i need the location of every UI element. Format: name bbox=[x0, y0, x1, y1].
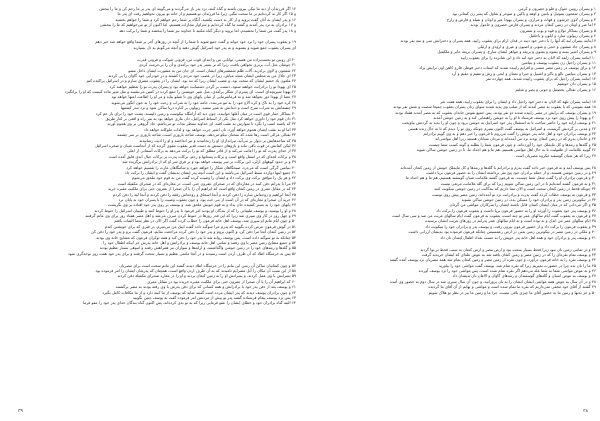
paragraph bbox=[4, 57, 296, 256]
text-line: ۵۵ و گله‌ها و رمه‌های خود را در زمین جوشن واگذاشتند، و ارابه‌ها و سواران نیز همراهش رفتند و انبوهی بسیار عظیم بودند bbox=[99, 245, 296, 251]
text-line: ۴۸ و در آن سال به عوض همه مواشی ایشان ایشان را به نان پرورانید، و چون آن سال سپری شد در سال دوم به حضور وی آمده bbox=[390, 278, 596, 284]
text-line: ۴۵ آنجا ابراهیم و زوجه‌اش ساره را دفن کردند و آنجا اسحاق و زوجه‌اش رفقه را دفن کردند و آنجا لیه را دفن کردم bbox=[112, 191, 296, 197]
text-line: ۱۵ و پسران دان حوشیم bbox=[557, 81, 596, 87]
text-line: ۲۳ و یوسف برادران خود و اهل خانه پدر خویش را گفت می‌روم تا فرعون را خبر دهم و به وی گویم برادرانم bbox=[423, 131, 596, 137]
paragraph-gap bbox=[304, 296, 596, 302]
text-line: ۳۱ دان قوم خود را داوری خواهد کرد مثل یکی از اسباط اسرائیل، دان ماری خواهد بود به سر راه و افعی بر کنار طریق bbox=[105, 116, 296, 122]
paragraph bbox=[4, 39, 296, 50]
paragraph bbox=[304, 6, 596, 92]
text-line: ۲۱ و یوسف ارابه خود را حاضر ساخت تا به استقبال پدر خود اسرائیل به جوشن برود و چون او را بدید به گردنش بیاویخت bbox=[402, 120, 596, 126]
left-page bbox=[4, 6, 296, 416]
text-line: و ۱۷ برادران به نزد پدر آمدند و گفتند ما گناه کرده‌ایم و سزاوار مجازات هستیم، اما اکنون از تو می‌خواهیم که ما را ببخشی bbox=[99, 22, 296, 28]
text-line: ۳۹ و بر حدود کوههای ازلی، این برکات بر سر یوسف خواهد بود و بر فرق سر او که از برادرانش برگزیده شد bbox=[122, 159, 296, 165]
text-line: ۵۰ و جز بدنها و زمین ما به حضور آقای ما چیزی باقی نیست، چرا ما و زمین ما نیز در نظر تو هلاک شویم bbox=[428, 289, 596, 295]
text-line: ۴ اما عیر و اونان در زمین کنعان مردند و پسران فارص حصرون و حامول بودند bbox=[470, 22, 596, 28]
text-line: ۴۳ و یوسف تمام نقره‌ای را که در زمین مصر و زمین کنعان یافته شد به عوض غله‌ای که ایشان خریدند گرفت bbox=[421, 251, 596, 257]
text-line: ۲۸ کره خود را به تاک و کره الاغ خود را به مو می‌بندد، جامه خود را به شراب و رخت خود را به خون انگور می‌شوید bbox=[111, 99, 296, 105]
text-line: ۵۷ و چون کنعانیان ساکن آن زمین این ماتم را در خرمنگاه اطاد دیدند گفتند این ماتم سخت است برای مصریان bbox=[119, 262, 296, 268]
text-line: ۳۲ چونکه قحط در زمین کنعان سخت است و الان تمنا داریم که بندگانت در زمین جوشن سکونت کنند bbox=[434, 186, 596, 192]
paragraph bbox=[304, 165, 596, 240]
text-line: ۵۲ در زمین کنعان آنجا مرا دفن کن، و اکنون بروم و پدر خود را دفن کرده مراجعت نمایم، فرعون گفت برو و پدر خود را دفن کن bbox=[91, 229, 296, 235]
text-line: ۴۰ بنیامین گرگی است که می‌درد، صبحگاهان شکار را خواهد خورد و شامگاهان غارت را تقسیم خواهد کرد bbox=[126, 164, 296, 170]
text-line: ۷ اینانند پسران لیه که آنها را با دختر خود دینه در فدان ارام برای یعقوب زایید، همه پسران و دخترانش سی و سه نفر بودند bbox=[400, 38, 596, 44]
text-line: و ۱۵ اگر کار بد کرده‌ایم بر ما سخت مگیر، زیرا ما فرزندان تو هستیم و از خانه تو بیرون نخواهیم رفت ای پدر ما bbox=[117, 11, 296, 17]
text-line: ۲۷ زیرا که هر شبان گوسفند مکروه مصریان است bbox=[515, 152, 596, 158]
text-line: ۲۸ پس یوسف آمد و به فرعون خبر داده گفت پدرم و برادرانم با گله‌ها و رمه‌ها و کل مایملک خویش از زمین کنعان آمده‌اند bbox=[400, 164, 596, 170]
text-line: ۲۶ یهودا شیربچه‌ای است، ای پسرم از شکار برآمدی، مثل شیر خويشتن را جمع کرده در کمین می‌نشیند و مثل شیر ماده کیست که او را برانگیزد bbox=[64, 89, 296, 95]
text-line: ۳۷ و فرعون به یعقوب گفت ایام سالهای عمر تو چند است، یعقوب به فرعون گفت ایام سالهای غربت من صد و سی سال است bbox=[392, 213, 596, 219]
text-line: ۱۹ و پسران یوسف که برایش در مصر زاییده شدند دو نفر بودند، پس جمیع نفوس خاندان یعقوب که به مصر آمدند هفتاد بودند bbox=[395, 109, 596, 115]
text-line: ۴۱ جمیع اینها دوازده سبط اسرائیل می‌باشند و این است آنچه پدر ایشان بدیشان گفت و ایشان را برکت داد bbox=[124, 169, 296, 175]
text-line: ۲۱ جوشان مثل آب، برتری نخواهی یافت، زیرا که بر بستر پدر خود برآمدی و آن را بی‌حرمت کردی bbox=[138, 62, 296, 68]
text-line: و ۱۸ پدر گفت من شما را بخشیدم، اما بروید و دیگر گناه مکنید تا خداوند نیز شما را ببخشد و شما را برکت دهد bbox=[119, 27, 296, 33]
text-line: ۱۶ و پسران نفتالی یحصئیل و جونی و یصر و شلیم bbox=[515, 86, 596, 92]
text-line: ۴۱ و یوسف پدر و برادران خود و همه اهل خانه پدر خویش را به حسب تعداد اطفال ایشان نان داد bbox=[440, 234, 596, 240]
text-line: ۴۶ خرید آن صحرا و مغاره‌ای که در آن است از بنی حت بود، و چون یعقوب وصیت را با پسران خود به پایان برد bbox=[118, 196, 296, 202]
text-line: ۴۰ و ملکی در زمین مصر در نیکوترین زمین یعنی در ارض رعمسیس چنانکه فرعون فرموده بود بدیشان ارزانی داشت bbox=[408, 229, 596, 235]
text-line: ۳ و پسران لاوی جرشون و قهات و مراری، و پسران یهودا عیر و اونان و شیله و فارص و زارح bbox=[446, 16, 596, 22]
text-line: ۴۳ مرا با پدرانم دفن کنید در مغاره‌ای که در صحرای عفرون حتی است، در مغاره‌ای که در صحرای مکفیله است bbox=[117, 180, 296, 186]
text-line: ۴۸ و او را بوسید، و یوسف طبیبانی را که از بندگان او بودند امر فرمود تا پدر او را حنوط کنند و طبیبان اسرائیل را حنوط کردند bbox=[94, 207, 296, 213]
text-line: ۱۱ و پسران راحیل زن یعقوب یوسف و بنیامین bbox=[521, 59, 596, 65]
text-line: ۲۶ گویید غلامانت از طفولیت تا به حال اهل مواشی هستیم، هم ما و هم اجداد ما، تا در زمین جوشن ساکن شوید bbox=[416, 147, 596, 153]
text-line: ۵۶ پس به خرمنگاه اطاد که آن طرف اردن است رسیدند و در آنجا ماتمی عظیم و بسیار سخت گرفتند و برای پدر خود هفت روز نوحه‌گری نمود bbox=[68, 250, 296, 256]
text-line: ۲۴ و خاندان پدرم که در زمین کنعان بودند نزد من آمده‌اند و مردان شبانان هستند زیرا اهل مواشی‌اند bbox=[435, 136, 596, 142]
text-line: ۳۰ و فرعون برادران او را گفت شغل شما چیست، به فرعون گفتند غلامانت شبان گوسفند هستیم، هم ما و هم اجداد ما bbox=[405, 175, 596, 181]
page-number: ۳۸ bbox=[583, 409, 588, 414]
text-line: ۶۴ البته گناه برادران خود و خطای ایشان را عفو فرمایی زیرا که به تو بدی کرده‌اند، پس اکنون گناه بندگان خدای پدر خود را عفو فرما bbox=[82, 300, 296, 306]
text-line: ۱۳ و پسران بنیامین بالع و باکر و اشبیل و جیرا و نعمان و ایحی و رش و مفیم و حفیم و آرد bbox=[451, 70, 596, 76]
text-line: ۶۰ که ابراهیم آن را با آن صحرا از عفرون حتی برای ملکیت مقبره خریده بود در مقابل ممری bbox=[147, 278, 296, 284]
text-line: ۳۵ و اگر می‌دانی که در میان ایشان کسان قابل باشند ایشان را سرکاران مواشی من گردان bbox=[449, 202, 596, 208]
text-line: ۱۴ اگر فرزندان از دید ما نیکی بیرون باشند و گناه کنند، نزد پدر باز می‌گردند و می‌گویند ای پدر بر ما رحم کن و ما را ببخش bbox=[99, 6, 296, 11]
text-line: ۲۰ و یهودا را پیش روی خود نزد یوسف فرستاد تا او را به جوشن راهنمایی کند و به زمین جوشن آمدند bbox=[433, 114, 596, 120]
paragraph bbox=[4, 263, 296, 306]
text-line: ۵۳ چنانکه به تو سوگند داده است، پس یوسف روانه شد تا پدر خود را دفن کند و همه نوکران فرعون که مشایخ خانه وی بودند bbox=[96, 234, 296, 240]
text-line: ۳۳ اما او به عقب ایشان هجوم خواهد آورد، نان اشیر چرب خواهد بود و لذات ملوکانه خواهد داد bbox=[143, 126, 296, 132]
text-line: ۶۲ و چون برادران یوسف دیدند که پدر ایشان مرده است گفتند شاید که یوسف از ما کینه دارد و از ما مکافات کامل بگیرد bbox=[102, 289, 296, 295]
text-line: ۲۳ ای جلال من به مجلس ایشان متحد مباش، زیرا در غضب خود مردم را کشتند و در خودرأیی خود گاوان را پی کردند bbox=[108, 72, 296, 78]
text-line: ۵ و پسران یساکار تولاع و فوه و یوب و شمرون bbox=[520, 27, 596, 33]
text-line: ۱ و پسران روبین حنوک و فلو و حصرون و کرمی bbox=[518, 6, 596, 11]
text-line: ۱۸ همه نفوسی که با یعقوب به مصر آمدند که از صلب وی پدید شدند سوای زنان پسران یعقوب جمیعا شصت و شش نفر بودند bbox=[393, 104, 596, 110]
text-line: ۲ و پسران شمعون یموئیل و یامین و اوهد و یاکین و صوحر و شاول که پسر زن کنعانی بود bbox=[452, 11, 596, 17]
text-line: ۳۷ از خدای پدرت که تو را اعانت می‌کند و از قادر مطلق که تو را برکت می‌دهد به برکات آسمانی از اعلی bbox=[127, 148, 296, 154]
text-line: ۸ و پسران جاد صفیون و حجی و شونی و اصبون و عیری و ارودی و ارئیلی bbox=[477, 43, 596, 49]
text-line: ۶۳ پس نزد یوسف پیغام فرستاده گفتند پدر تو پیش از مردنش امر فرموده گفت به یوسف چنین بگویید bbox=[132, 295, 296, 301]
page-number: ۳۹ bbox=[18, 409, 23, 414]
text-line: ۴۹ و چهل روز در کار وی سپری شد زیرا که این قدر روزها در حنوط کردن صرف می‌شد و اهل مصر هفتاد روز برای وی ماتم گرفتند bbox=[85, 213, 296, 219]
text-line: ۳۴ در نیکوترین زمین پدر و برادران خود را مسکن بده، در زمین جوشن ساکن بشوند bbox=[461, 196, 596, 202]
text-line: ۲۹ و در زمین جوشن هستند، و از جمله برادران خود پنج نفر برداشته ایشان را به حضور فرعون برپا داشت bbox=[426, 169, 596, 175]
text-line: ۳۲ که پاشنه اسب را بگزد تا سوارش به عقب افتد، ای خداوند منتظر نجات تو می‌باشم، جاد گروهی بر وی هجوم آورند bbox=[107, 121, 296, 127]
paragraph bbox=[304, 247, 596, 296]
text-line: ۳۸ ایام سالهای عمر من اندک و بد بوده است و به ایام سالهای عمر پدرانم در روزهای غربت ایشان نرسیده bbox=[425, 218, 596, 224]
text-line: ۴۴ که در مقابل ممری در زمین کنعان واقع است که ابراهیم آن را با آن صحرا از عفرون حتی برای ملکیت مقبره خرید bbox=[108, 186, 296, 192]
text-line: ۴۶ و به عوض مواشی شما به شما غله می‌دهم اگر نقره تمام شده است، پس مواشی خود را نزد یوسف آوردند bbox=[418, 268, 596, 274]
text-line: ۳۸ و برکات لجه‌ای که در اسفل واقع است و برکات پستانها و رحم، برکات پدرت بر برکات جبال ابدی فایق آمده است bbox=[108, 153, 296, 159]
text-line: ۳۵ که شاخه‌هایش بر دیوار بر می‌آید، تیراندازان او را رنجانیدند و تیر انداختند و او را اذیت رسانیدند bbox=[139, 137, 296, 143]
text-line: ۴۹ گفتند از آقای خود مخفی نمی‌داریم که نقره ما تمام شده است و مواشی و بهایم از آن آقای ما گردیده bbox=[428, 284, 596, 290]
text-line: ۱۲ و برای یوسف در زمین مصر منسی و افرایم زاییده شدند که اسنات دختر فوطی فارع کاهن اون برایش بزاد bbox=[419, 65, 596, 71]
text-line: ۱۰ اینانند پسران زلفه که لابان به دختر خود لیه داد و این شانزده را برای یعقوب زایید bbox=[460, 54, 596, 60]
text-line: ۴۵ ما را نان بده چرا در حضورت بمیریم زیرا که نقره تمام شد، یوسف گفت مواشی خود را بیاورید bbox=[438, 262, 596, 268]
text-line: ۲۷ عصا از یهودا دور نخواهد شد و نه فرمانفرمایی از میان پایهای وی تا شیلو بیاید و مر او را اطاعت امتها خواهد بود bbox=[111, 94, 296, 100]
text-line: ۳۳ و فرعون به یوسف خطاب کرده گفت پدرت و برادرانت نزد تو آمده‌اند، زمین مصر پیش روی توست bbox=[431, 191, 596, 197]
text-line: ۴۷ پایهای خود را به بستر کشیده جان بداد و به قوم خویش ملحق شد، و یوسف بر روی پدر خود افتاده بر وی بگریست bbox=[107, 202, 296, 208]
text-line: ۱۴ اینانند پسران راحیل که برای یعقوب زاییده شدند، همه چهارده نفر bbox=[485, 76, 596, 82]
text-line: ۲۵ ای یهودا تو را برادرانت خواهند ستود، دستت بر گردن دشمنانت خواهد بود و پسران پدرت تو را تعظیم خواهند کرد bbox=[109, 83, 296, 89]
text-line: ۲۴ ملعون باد خشم ایشان که سخت بود، و غضب ایشان زیرا که تند بود، ایشان را در یعقوب متفرق سازم و در اسرائیل پراکنده کنم bbox=[86, 78, 296, 84]
text-line: ۳۶ و یوسف پدر خود یعقوب را آورده او را به حضور فرعون برپا داشت و یعقوب فرعون را برکت داد bbox=[436, 207, 596, 213]
text-line: ۴۴ و یوسف نقره را به خانه فرعون درآورد، و چون نقره از زمین مصر و زمین کنعان تمام شد همه مصریان نزد یوسف آمده گفتند bbox=[389, 257, 596, 263]
text-line: ای پسران یعقوب جمع شوید و بشنوید و به پدر خود اسرائیل گوش دهید و آنچه می‌گویم به دل بسپارید bbox=[133, 44, 296, 50]
text-line: ۶۱ و یوسف بعد از دفن پدر خود با برادرانش و همه کسانی که برای دفن پدرش با وی رفته بودند به مصر برگشتند bbox=[115, 284, 296, 290]
left-page-text bbox=[4, 6, 296, 402]
text-line: ۹ و پسران اشیر یمنه و یشوه و یشوی و بریعه و خواهر ایشان سارح، و پسران بریعه حابر و ملکیئیل bbox=[437, 49, 596, 55]
paragraph-gap bbox=[4, 306, 296, 312]
text-line: ۲۲ و مدتی بر گردنش گریست، و اسرائیل به یوسف گفت اکنون بمیرم چونکه روی تو را دیدم که تا به حال زنده هستی bbox=[407, 125, 596, 131]
text-line: ۵۰ و چون ایام ماتم او سپری شد، یوسف اهل خانه فرعون را خطاب کرده گفت اگر الان در نظر شما التفات یافتم bbox=[114, 218, 296, 224]
text-line: ۲۲ شمعون و لاوی برادرند، آلات ظلم شمشیرهای ایشان است، ای جان من به مشورت ایشان داخل مشو bbox=[128, 67, 296, 73]
text-line: ۵۴ و جمیع مشایخ زمین مصر با وی رفتند و تمامی اهل خانه یوسف و برادرانش و اهل خانه پدرش جز اینکه اطفال خود را bbox=[103, 240, 296, 246]
text-line: ۲۹ چشمانش به شراب سرخ است و دندانش به شیر سفید، زبولون بر کناره دریا ساکن شود و نزد بندر کشتیها bbox=[120, 105, 296, 111]
text-line: ۲۵ و گله‌ها و رمه‌ها و کل مایملک خود را آورده‌اند، و چون فرعون شما را بطلبد و گوید کسب شما چیست bbox=[428, 141, 596, 147]
text-line: ۳۱ و به فرعون گفتند آمده‌ایم تا در این زمین ساکن شویم زیرا که برای گله غلامانت مرتعی نیست bbox=[440, 180, 596, 186]
text-line: ۲۰ ای روبین تو نخست‌زاده من هستی، توانایی من و ابتدای قوت من، فزونی شوکت و فزونی قدرت bbox=[137, 56, 296, 62]
right-page-text bbox=[304, 6, 596, 402]
text-line: ۵۱ در گوش فرعون عرض کرده بگویید که پدرم مرا سوگند داده گفت اینک من می‌میرم، در قبری که برای خویشتن کندم bbox=[104, 223, 296, 229]
text-line: ۱۶ و پدر ایشان به آنان گفت بروید و از کار بد دست بکشید، آنگاه بر شما رحم خواهم کرد و شما را خواهم بخشید bbox=[115, 16, 296, 22]
text-line: ۶ و پسران زبولون سارد و ایلون و یاحلئیل bbox=[529, 32, 596, 38]
text-line: ۴۲ و هر یک را موافق برکت وی برکت داد و ایشان را وصیت کرده گفت من به قوم خود ملحق می‌شوم bbox=[131, 175, 296, 181]
text-line: ۱۷ اینانند پسران بلهه که لابان به دختر خود راحیل داد و ایشان را برای یعقوب زایید، همه هفت نفر bbox=[440, 98, 596, 104]
text-line: ۵۸ از این سبب آن مکان را آبل مصرایم نامیدند که به آن طرف اردن واقع است، همچنان که پدرشان ایشان را امر فرموده بود bbox=[95, 268, 296, 274]
right-page bbox=[304, 6, 596, 416]
paragraph bbox=[304, 99, 596, 158]
text-line: ۳۹ و یعقوب فرعون را برکت داد و از حضور فرعون بیرون رفت، و یوسف پدر و برادران خود را سکونت داد bbox=[425, 223, 596, 229]
text-line: ۳۰ یساکار حمار قوی است در میان آغلها خوابیده، چون دید که آرامگاه نیکوست و زمین دلپسند، پشت خود را برای بار خم کرد bbox=[95, 110, 296, 116]
text-line: ۵۹ پسرانش با وی عمل کردند، و پسرانش او را به زمین کنعان بردند و او را در مغاره صحرای مکفیله دفن کردند bbox=[117, 273, 296, 279]
text-line: ۴۷ و یوسف به عوض اسبان و گله‌های گوسفندان و رمه‌های گاوان و الاغان نان بدیشان داد bbox=[452, 273, 596, 279]
text-line: ۳۶ لیکن کمانش در قوت باقی ماند و بازوهای دستش به دست قدیر یعقوب مقوی گردید که از آنجاست شبان و صخره اسرائیل bbox=[94, 142, 296, 148]
text-line: ۴۲ و در تمامی زمین نان نبود زیرا قحط بسیار سخت بود و ارض مصر و ارض کنعان به سبب قحط بی‌نوا گردید bbox=[420, 246, 596, 252]
text-line: ۱۹ و یعقوب پسران خود را نزد خود خواند و گفت جمع شوید تا شما را از آنچه در روزهای آخر بر شما واقع خواهد شد خبر دهم bbox=[95, 39, 296, 45]
text-line: ۳۴ نفتالی غزالی است رها شده که سخنان نیکو می‌دهد، یوسف شاخه باروری است، شاخه باروری بر سر چشمه bbox=[117, 132, 296, 138]
paragraph bbox=[4, 6, 296, 33]
